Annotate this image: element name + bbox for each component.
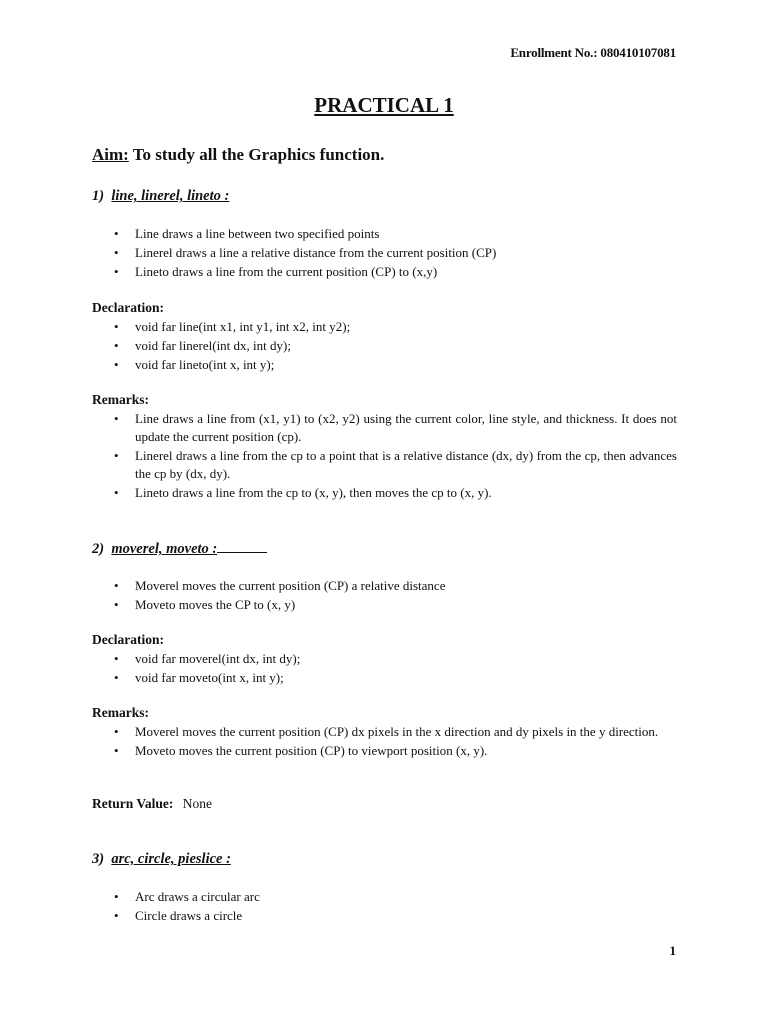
section-2-remarks	[92, 723, 677, 761]
list-item: • Lineto draws a line from the cp to (x, y), then moves the cp to (x, y).	[92, 484, 677, 502]
section-2-declarations	[92, 650, 677, 688]
return-value-text: None	[182, 796, 213, 811]
list-item: • Moveto moves the CP to (x, y)	[92, 596, 677, 614]
list-item: • Line draws a line between two specified points	[92, 225, 677, 243]
section-1-remarks-label: Remarks:	[92, 392, 149, 407]
aim-label: Aim:	[92, 145, 129, 164]
section-1-title: line, linerel, lineto :	[111, 188, 230, 204]
section-2-declaration-label: Declaration:	[92, 632, 164, 647]
list-item: • Moverel moves the current position (CP) dx pixels in the x direction and dy pixels in the y direction.	[92, 723, 677, 741]
page-title: PRACTICAL 1	[314, 93, 454, 117]
aim-text: To study all the Graphics function.	[132, 145, 385, 164]
section-2-number: 2)	[92, 541, 105, 557]
section-1-declarations	[92, 318, 677, 375]
section-3-bullets	[92, 888, 677, 926]
section-3-title: arc, circle, pieslice :	[111, 851, 231, 867]
section-2-remarks-label: Remarks:	[92, 705, 149, 720]
section-2-title: moverel, moveto :	[111, 541, 218, 557]
list-item: • Linerel draws a line a relative distance from the current position (CP)	[92, 244, 677, 262]
list-item: • Circle draws a circle	[92, 907, 677, 925]
section-1-bullets	[92, 225, 677, 282]
section-2-bullets	[92, 577, 677, 615]
section-3-number: 3)	[92, 851, 105, 867]
aim-line	[92, 145, 384, 165]
list-item: • Arc draws a circular arc	[92, 888, 677, 906]
list-item: • Moverel moves the current position (CP) a relative distance	[92, 577, 677, 595]
section-2-return-value	[92, 796, 212, 812]
section-3-heading	[92, 851, 231, 868]
section-2-heading	[92, 540, 267, 558]
list-item: • void far linerel(int dx, int dy);	[92, 337, 677, 355]
page-number: 1	[669, 943, 676, 958]
list-item: • void far moverel(int dx, int dy);	[92, 650, 677, 668]
list-item: • Moveto moves the current position (CP) to viewport position (x, y).	[92, 742, 677, 760]
list-item: • void far moveto(int x, int y);	[92, 669, 677, 687]
section-1-remarks	[92, 410, 677, 503]
list-item: • Lineto draws a line from the current position (CP) to (x,y)	[92, 263, 677, 281]
list-item: • void far line(int x1, int y1, int x2, int y2);	[92, 318, 677, 336]
section-1-heading	[92, 188, 229, 205]
return-value-label: Return Value:	[92, 796, 174, 811]
list-item: • Linerel draws a line from the cp to a point that is a relative distance (dx, dy) from the cp, then advances the cp by (dx, dy).	[92, 447, 677, 483]
enrollment-number: Enrollment No.: 080410107081	[510, 45, 676, 60]
section-1-declaration-label: Declaration:	[92, 300, 164, 315]
heading-underline-trail	[217, 540, 267, 553]
section-1-number: 1)	[92, 188, 105, 204]
list-item: • Line draws a line from (x1, y1) to (x2, y2) using the current color, line style, and thickness. It does not update the current position (cp).	[92, 410, 677, 446]
list-item: • void far lineto(int x, int y);	[92, 356, 677, 374]
